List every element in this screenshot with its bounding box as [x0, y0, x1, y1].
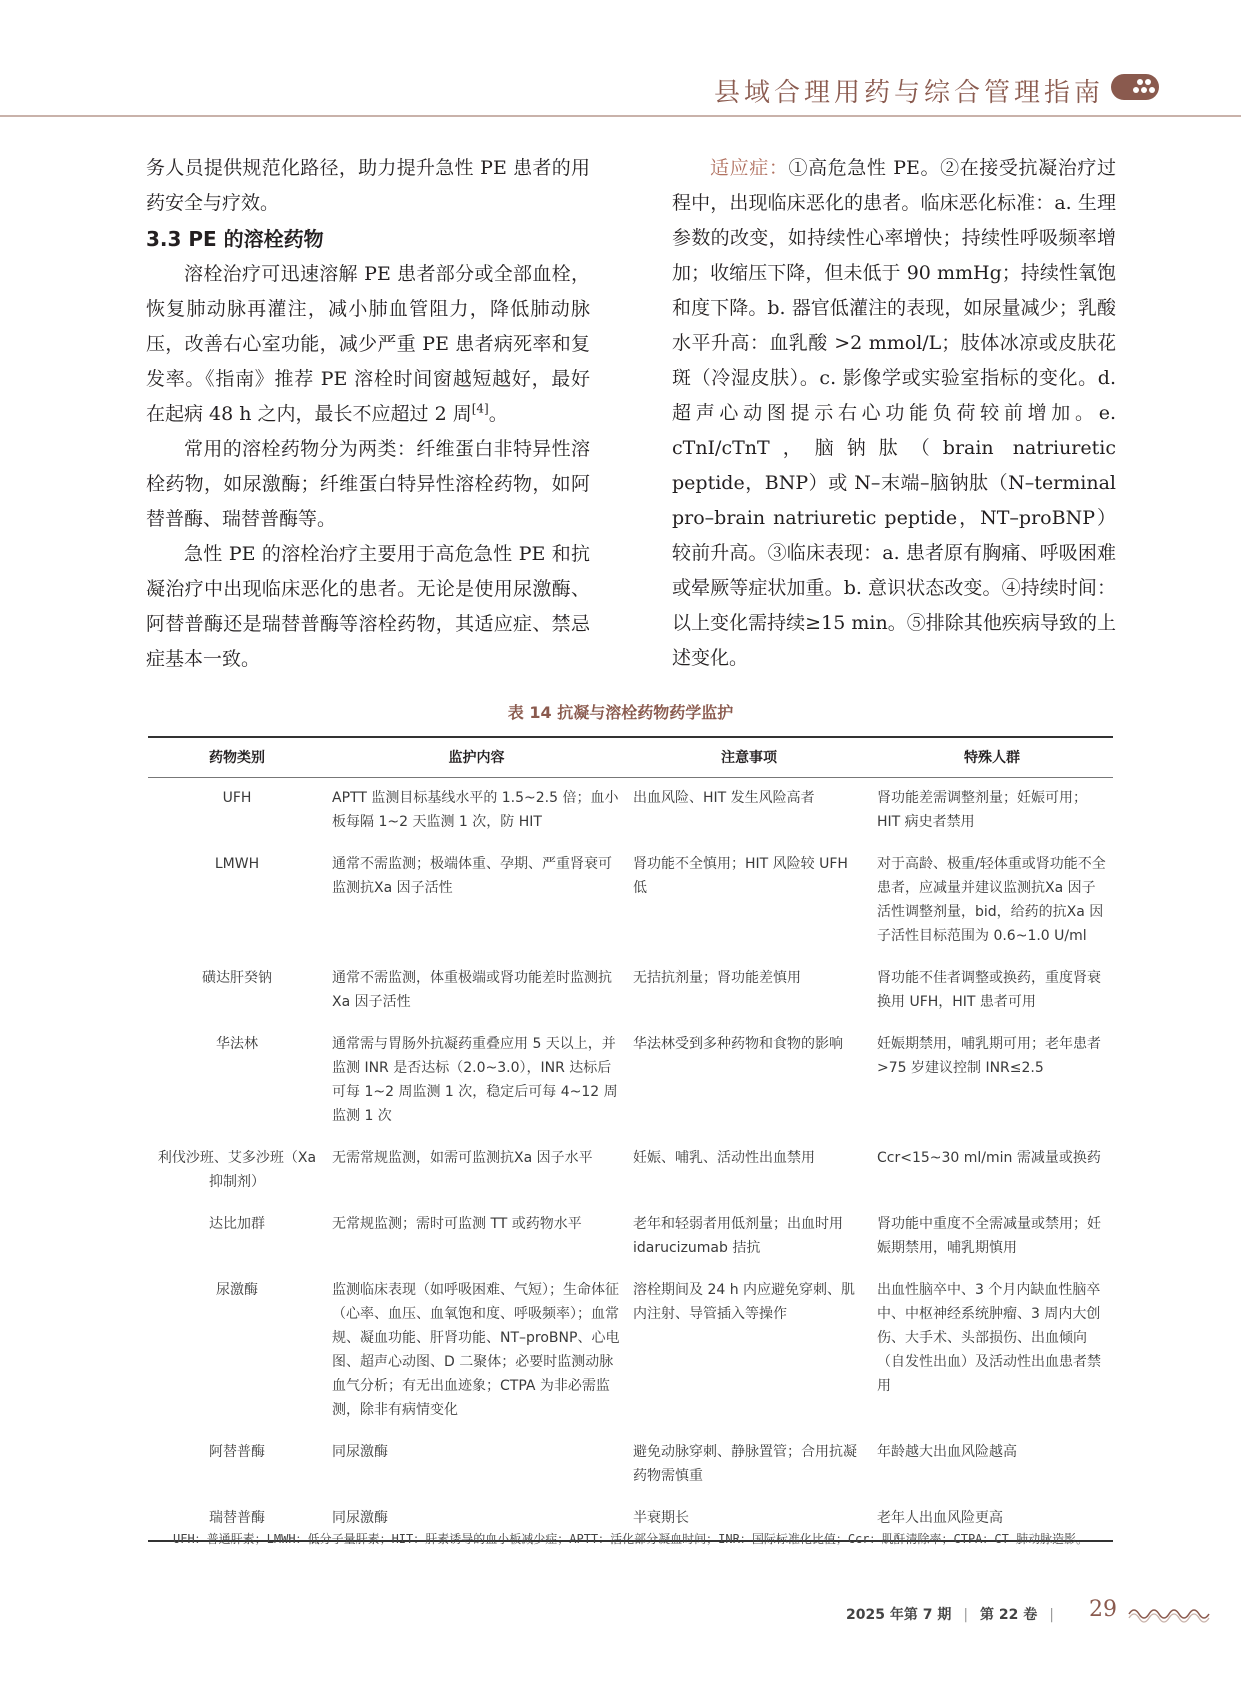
monitoring-cell: 无需常规监测，如需可监测抗Xa 因子水平 — [332, 1150, 593, 1166]
footer-issue: 2025 年第 7 期 — [846, 1607, 952, 1623]
monitoring-cell: 同尿激酶 — [332, 1444, 388, 1460]
section-heading: 3.3 PE 的溶栓药物 — [146, 227, 324, 251]
table-row — [148, 958, 1113, 1024]
drug-name-cell: 瑞替普酶 — [148, 1498, 326, 1541]
paragraph-text: 溶栓治疗可迅速溶解 PE 患者部分或全部血栓，恢复肺动脉再灌注，减小肺血管阻力，降低肺动脉压，改善右心室功能，减少严重 PE 患者病死率和复发率。《指南》推荐 PE 溶栓时间窗越短越好，最好在起病 48 h 之内，最长不应超过 2 周 — [146, 263, 590, 425]
wave-ornament-icon — [1127, 1604, 1213, 1624]
special-population-cell: 老年人出血风险更高 — [871, 1498, 1113, 1541]
drug-name-cell: 华法林 — [216, 1036, 258, 1052]
column-header: 监护内容 — [326, 737, 627, 778]
special-population-cell: 肾功能差需调整剂量；妊娠可用；HIT 病史者禁用 — [877, 790, 1087, 830]
special-population-cell: 出血性脑卒中、3 个月内缺血性脑卒中、中枢神经系统肿瘤、3 周内大创伤、大手术、头部损伤、出血倾向（自发性出血）及活动性出血患者禁用 — [877, 1282, 1101, 1394]
paragraph-indications — [672, 151, 1116, 676]
drug-name-cell: LMWH — [214, 856, 260, 872]
paragraph-continued: 务人员提供规范化路径，助力提升急性 PE 患者的用药安全与疗效。 — [146, 157, 590, 214]
precautions-cell: 无拮抗剂量；肾功能差慎用 — [633, 970, 801, 986]
table-row — [148, 1024, 1113, 1138]
column-header: 特殊人群 — [871, 737, 1113, 778]
running-header-title: 县域合理用药与综合管理指南 — [713, 78, 1104, 108]
table-title: 表 14 抗凝与溶栓药物药学监护 — [507, 703, 734, 722]
indications-text: ①高危急性 PE。②在接受抗凝治疗过程中，出现临床恶化的患者。临床恶化标准：a. 生理参数的改变，如持续性心率增快；持续性呼吸频率增加；收缩压下降，但未低于 90 mmHg；持续性氧饱和度下降。b. 器官低灌注的表现，如尿量减少；乳酸水平升高：血乳酸 >2 mmol/L；肢体冰凉或皮肤花斑（冷湿皮肤）。c. 影像学或实验室指标的变化。d. 超声心动图提示右心功能负荷较前增加。e. cTnI/cTnT，脑钠肽（brain natriuretic peptide，BNP）或 N–末端–脑钠肽（N–terminal pro–brain natriuretic peptide，NT–proBNP）较前升高。③临床表现：a. 患者原有胸痛、呼吸困难或晕厥等症状加重。b. 意识状态改变。④持续时间：以上变化需持续≥15 min。⑤排除其他疾病导致的上述变化。 — [672, 157, 1116, 669]
table-row — [148, 778, 1113, 845]
table-header-row — [148, 737, 1113, 778]
precautions-cell: 华法林受到多种药物和食物的影响 — [633, 1036, 843, 1052]
monitoring-cell: 通常不需监测，体重极端或肾功能差时监测抗Xa 因子活性 — [332, 970, 612, 1010]
drug-name-cell: 利伐沙班、艾多沙班（Xa 抑制剂） — [157, 1150, 317, 1190]
paragraph-indications-overview: 急性 PE 的溶栓治疗主要用于高危急性 PE 和抗凝治疗中出现临床恶化的患者。无论是使用尿激酶、阿替普酶还是瑞替普酶等溶栓药物，其适应症、禁忌症基本一致。 — [146, 543, 590, 670]
precautions-cell: 肾功能不全慎用；HIT 风险较 UFH 低 — [633, 856, 848, 896]
drug-name-cell: 达比加群 — [209, 1216, 265, 1232]
footer-volume: 第 22 卷 — [980, 1607, 1038, 1623]
special-population-cell: 年龄越大出血风险越高 — [877, 1444, 1017, 1460]
special-population-cell: 妊娠期禁用，哺乳期可用；老年患者 >75 岁建议控制 INR≤2.5 — [877, 1036, 1101, 1076]
monitoring-cell: 监测临床表现（如呼吸困难、气短）；生命体征（心率、血压、血氧饱和度、呼吸频率）；血常规、凝血功能、肝肾功能、NT–proBNP、心电图、超声心动图、D 二聚体；必要时监测动脉血气分析；有无出血迹象；CTPA 为非必需监测，除非有病情变化 — [332, 1282, 620, 1418]
monitoring-cell: 无常规监测；需时可监测 TT 或药物水平 — [332, 1216, 582, 1232]
drug-name-cell: 磺达肝癸钠 — [202, 970, 272, 986]
precautions-cell: 老年和轻弱者用低剂量；出血时用 idarucizumab 拮抗 — [633, 1216, 843, 1256]
precautions-cell: 妊娠、哺乳、活动性出血禁用 — [633, 1150, 815, 1166]
page-number: 29 — [1089, 1597, 1117, 1622]
special-population-cell: 肾功能不佳者调整或换药，重度肾衰换用 UFH，HIT 患者可用 — [877, 970, 1101, 1010]
table-row — [148, 1432, 1113, 1498]
special-population-cell: Ccr<15~30 ml/min 需减量或换药 — [877, 1150, 1101, 1166]
drug-name-cell: 尿激酶 — [216, 1282, 258, 1298]
table-row — [148, 844, 1113, 958]
paragraph-end: 。 — [488, 403, 508, 425]
monitoring-cell: 同尿激酶 — [326, 1498, 627, 1541]
special-population-cell: 肾功能中重度不全需减量或禁用；妊娠期禁用，哺乳期慎用 — [877, 1216, 1101, 1256]
monitoring-cell: APTT 监测目标基线水平的 1.5~2.5 倍；血小板每隔 1~2 天监测 1 次，防 HIT — [332, 790, 619, 830]
special-population-cell: 对于高龄、极重/轻体重或肾功能不全患者，应减量并建议监测抗Xa 因子活性调整剂量，bid，给药的抗Xa 因子活性目标范围为 0.6~1.0 U/ml — [877, 856, 1106, 944]
monitoring-cell: 通常不需监测；极端体重、孕期、严重肾衰可监测抗Xa 因子活性 — [332, 856, 612, 896]
precautions-cell: 半衰期长 — [627, 1498, 871, 1541]
citation-ref: [4] — [471, 401, 489, 416]
drug-name-cell: UFH — [222, 790, 252, 806]
footer-issue-info — [846, 1604, 1066, 1624]
precautions-cell: 避免动脉穿刺、静脉置管；合用抗凝药物需慎重 — [633, 1444, 857, 1484]
indications-label: 适应症： — [710, 157, 789, 179]
table-row — [148, 1204, 1113, 1270]
precautions-cell: 溶栓期间及 24 h 内应避免穿刺、肌内注射、导管插入等操作 — [633, 1282, 856, 1322]
column-header: 药物类别 — [148, 737, 326, 778]
journal-logo-icon — [1111, 74, 1159, 100]
precautions-cell: 出血风险、HIT 发生风险高者 — [633, 790, 815, 806]
monitoring-cell: 通常需与胃肠外抗凝药重叠应用 5 天以上，并监测 INR 是否达标（2.0~3.0），INR 达标后可每 1~2 周监测 1 次，稳定后可每 4~12 周监测 1 次 — [332, 1036, 618, 1124]
footer-separator: | — [1049, 1607, 1054, 1623]
header-rule — [0, 115, 1241, 117]
footer-separator: | — [963, 1607, 969, 1623]
table-footnote: UFH：普通肝素；LMWH：低分子量肝素；HIT：肝素诱导的血小板减少症；APTT：活化部分凝血时间；INR：国际标准化比值；Ccr：肌酐清除率；CTPA：CT 肺动脉造影。 — [173, 1532, 1089, 1546]
table-row — [148, 1270, 1113, 1432]
drug-name-cell: 阿替普酶 — [209, 1444, 265, 1460]
paragraph-drug-classes: 常用的溶栓药物分为两类：纤维蛋白非特异性溶栓药物，如尿激酶；纤维蛋白特异性溶栓药物，如阿替普酶、瑞替普酶等。 — [146, 438, 590, 530]
table-row — [148, 1138, 1113, 1204]
monitoring-table — [148, 736, 1113, 1542]
paragraph-thrombolysis-intro — [146, 257, 590, 432]
right-column — [672, 151, 1116, 676]
left-column — [146, 151, 590, 677]
column-header: 注意事项 — [627, 737, 871, 778]
